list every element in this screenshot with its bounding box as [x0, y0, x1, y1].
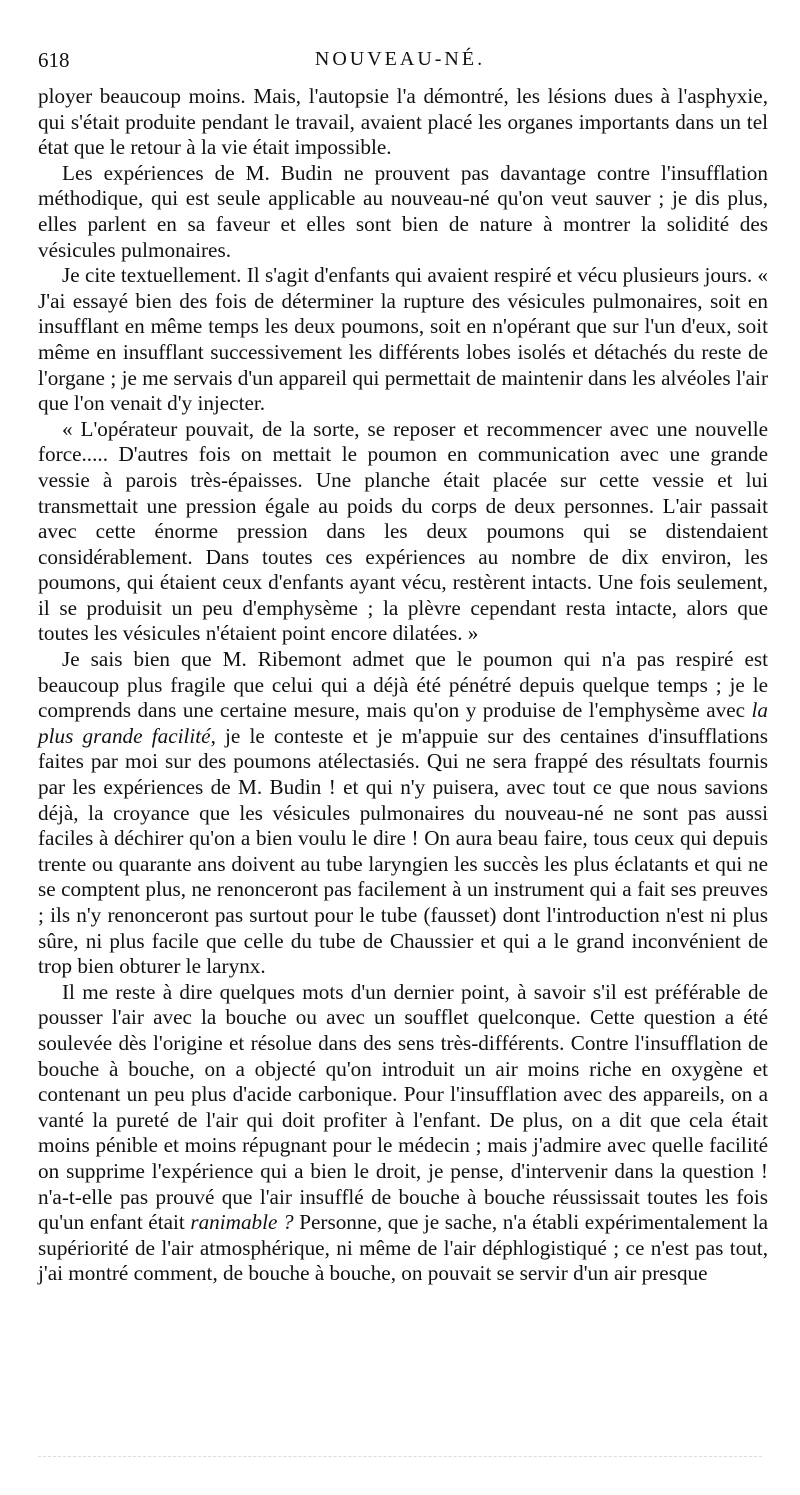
body-text [38, 84, 768, 1287]
paragraph [38, 980, 768, 1287]
paragraph [38, 647, 768, 980]
page-header [38, 48, 762, 78]
emphasized-text: ranimable ? [190, 1210, 294, 1235]
running-title: NOUVEAU-NÉ. [314, 48, 486, 70]
paragraph: ployer beaucoup moins. Mais, l'autopsie l'a démontré, les lésions dues à l'asphyxie, qui s'était produite pendant le travail, avaient placé les organes importants dans un tel état que le retour à la vie était impossible. [38, 84, 768, 160]
paragraph-text: Il me reste à dire quelques mots d'un dernier point, à savoir s'il est préférable de pousser l'air avec la bouche ou avec un soufflet quelconque. Cette question a été soulevée dès l'origine et résolue dans des sens très-différents. Contre l'insufflation de bouche à bouche, on a objecté qu'on introduit un air moins riche en oxygène et contenant un peu plus d'acide carbonique. Pour l'insufflation avec des appareils, on a vanté la pureté de l'air qui doit profiter à l'enfant. De plus, on a dit que cela était moins pénible et moins répugnant pour le médecin ; mais j'admire avec quelle facilité on supprime l'expérience qui a bien le droit, je pense, d'intervenir dans la question ! n'a-t-elle pas prouvé que l'air insufflé de bouche à bouche réussissait toutes les fois qu'un enfant était [38, 979, 768, 1235]
paragraph: Les expériences de M. Budin ne prouvent pas davantage contre l'insufflation méthodique, qui est seule applicable au nouveau-né qu'on veut sauver ; je dis plus, elles parlent en sa faveur et elles sont bien de nature à montrer la solidité des vésicules pulmonaires. [38, 160, 768, 262]
paragraph-text: Je sais bien que M. Ribemont admet que le poumon qui n'a pas respiré est beaucoup plus fragile que celui qui a déjà été pénétré depuis quelque temps ; je le comprends dans une certaine mesure, mais qu'on y produise de l'emphysème avec [38, 647, 768, 723]
paragraph: Je cite textuellement. Il s'agit d'enfants qui avaient respiré et vécu plusieurs jours. « J'ai essayé bien des fois de déterminer la rupture des vésicules pulmonaires, soit en insufflant en même temps les deux poumons, soit en n'opérant que sur l'un d'eux, soit même en insufflant successivement les différents lobes isolés et détachés du reste de l'organe ; je me servais d'un appareil qui permettait de maintenir dans les alvéoles l'air que l'on venait d'y injecter. [38, 263, 769, 416]
paragraph-text: Personne, que je sache, n'a établi expérimentalement la supériorité de l'air atmosphérique, ni même de l'air déphlogistiqué ; ce n'est pas tout, j'ai montré comment, de bouche à bouche, on pouvait se servir d'un air presque [38, 1210, 768, 1286]
page-number: 618 [38, 48, 70, 72]
paragraph-text: , je le conteste et je m'appuie sur des centaines d'insufflations faites par moi sur des poumons atélectasiés. Qui ne sera frappé des résultats fournis par les expériences de M. Budin ! et qui n'y puisera, avec tout ce que nous savions déjà, la croyance que les vésicules pulmonaires du nouveau-né ne sont pas aussi faciles à déchirer qu'on a bien voulu le dire ! On aura beau faire, tous ceux qui depuis trente ou quarante ans doivent au tube laryngien les succès les plus éclatants et qui ne se comptent plus, ne renonceront pas facilement à un instrument qui a fait ses preuves ; ils n'y renonceront pas surtout pour le tube (fausset) dont l'introduction n'est ni plus sûre, ni plus facile que celle du tube de Chaussier et qui a le grand inconvénient de trop bien obturer le larynx. [38, 723, 768, 979]
scan-artifact-line [38, 1456, 762, 1463]
emphasized-text: la plus grande facilité [38, 698, 768, 748]
paragraph: « L'opérateur pouvait, de la sorte, se reposer et recommencer avec une nouvelle force..... D'autres fois on mettait le poumon en communication avec une grande vessie à parois très-épaisses. Une planche était placée sur cette vessie et lui transmettait une pression égale au poids du corps de deux personnes. L'air passait avec cette énorme pression dans les deux poumons qui se distendaient considérablement. Dans toutes ces expériences au nombre de dix environ, les poumons, qui étaient ceux d'enfants ayant vécu, restèrent intacts. Une fois seulement, il se produisit un peu d'emphysème ; la plèvre cependant resta intacte, alors que toutes les vésicules n'étaient point encore dilatées. » [38, 416, 768, 646]
